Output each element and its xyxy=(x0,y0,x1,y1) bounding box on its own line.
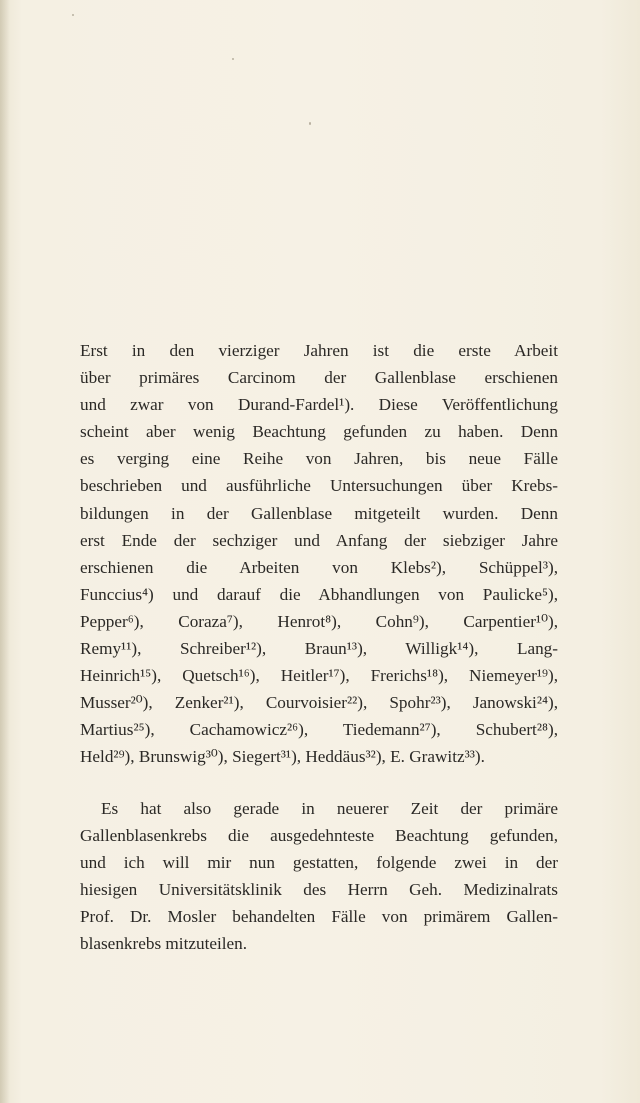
text-line: und zwar von Durand-Fardel¹). Diese Veröffentlichung xyxy=(80,395,558,415)
page-gutter-shadow xyxy=(0,0,10,1103)
body-text xyxy=(80,337,558,957)
text-line: Gallenblasenkrebs die ausgedehnteste Beachtung gefunden, xyxy=(80,825,558,845)
text-line: es verging eine Reihe von Jahren, bis neue Fälle xyxy=(80,449,558,469)
text-line: blasenkrebs mitzuteilen. xyxy=(80,933,248,953)
text-line: Prof. Dr. Mosler behandelten Fälle von primärem Gallen- xyxy=(80,906,558,926)
paper-speck xyxy=(72,14,74,16)
text-line: Martius²⁵), Cachamowicz²⁶), Tiedemann²⁷), Schubert²⁸), xyxy=(80,720,558,740)
text-line: scheint aber wenig Beachtung gefunden zu haben. Denn xyxy=(80,422,558,442)
paragraph-2 xyxy=(80,795,558,958)
text-line: Heinrich¹⁵), Quetsch¹⁶), Heitler¹⁷), Frerichs¹⁸), Niemeyer¹⁹), xyxy=(80,666,558,686)
paragraph-gap xyxy=(80,771,558,795)
paper-speck xyxy=(232,58,234,60)
text-line: Erst in den vierziger Jahren ist die erste Arbeit xyxy=(80,341,558,360)
text-line: Es hat also gerade in neuerer Zeit der primäre xyxy=(101,798,558,818)
text-line: Musser²⁰), Zenker²¹), Courvoisier²²), Spohr²³), Janowski²⁴), xyxy=(80,693,558,713)
text-line: und ich will mir nun gestatten, folgende zwei in der xyxy=(80,852,558,872)
text-line: beschrieben und ausführliche Untersuchungen über Krebs- xyxy=(80,476,558,496)
paragraph-1 xyxy=(80,337,558,771)
text-line: Held²⁹), Brunswig³⁰), Siegert³¹), Heddäus³²), E. Grawitz³³). xyxy=(80,747,485,767)
text-line: Funccius⁴) und darauf die Abhandlungen von Paulicke⁵), xyxy=(80,584,558,604)
paper-speck xyxy=(309,122,311,125)
text-line: erst Ende der sechziger und Anfang der siebziger Jahre xyxy=(80,530,558,550)
text-line: erschienen die Arbeiten von Klebs²), Schüppel³), xyxy=(80,557,558,577)
text-line: Remy¹¹), Schreiber¹²), Braun¹³), Willigk¹⁴), Lang- xyxy=(80,639,558,659)
text-line: bildungen in der Gallenblase mitgeteilt wurden. Denn xyxy=(80,503,558,523)
text-line: hiesigen Universitätsklinik des Herrn Geh. Medizinalrats xyxy=(80,879,558,899)
text-line: Pepper⁶), Coraza⁷), Henrot⁸), Cohn⁹), Carpentier¹⁰), xyxy=(80,611,558,631)
text-line: über primäres Carcinom der Gallenblase erschienen xyxy=(80,368,558,388)
